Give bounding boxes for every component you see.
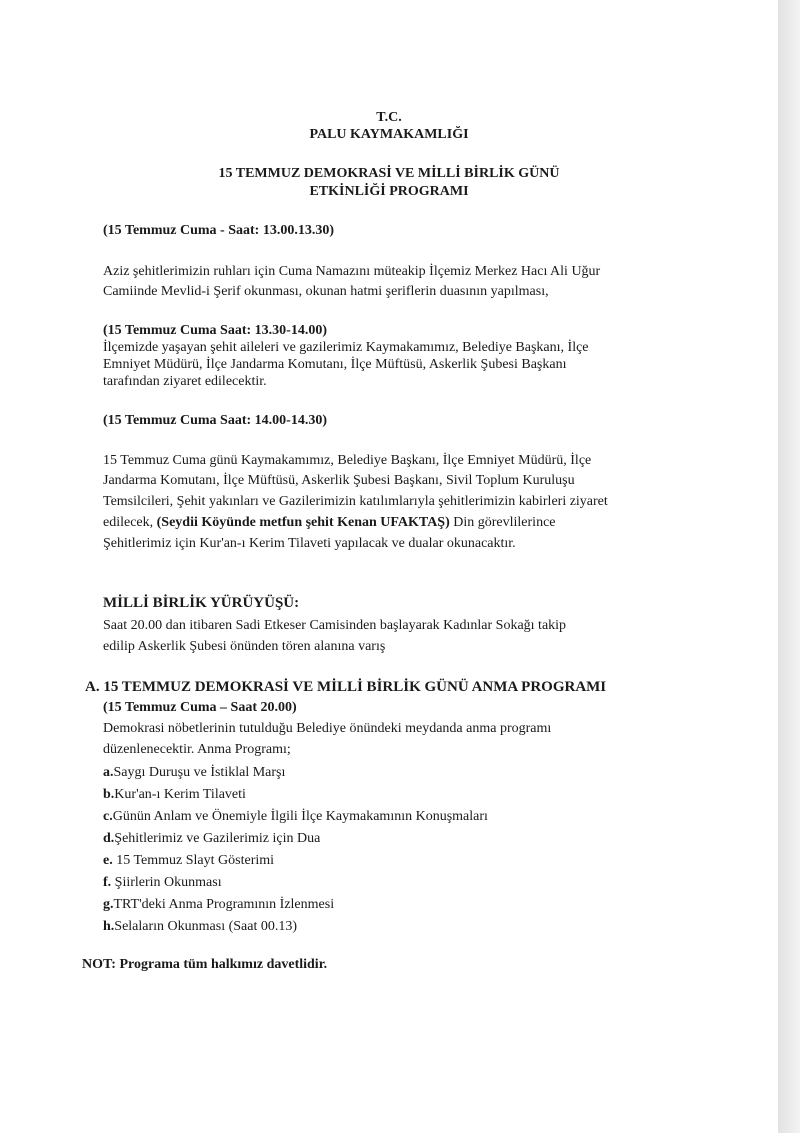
page-edge xyxy=(778,0,800,1133)
list-text: Saygı Duruşu ve İstiklal Marşı xyxy=(113,765,286,780)
section2-line: tarafından ziyaret edilecektir. xyxy=(103,374,267,389)
section3-line: Temsilcileri, Şehit yakınları ve Gazilerimizin katılımlarıyla şehitlerimizin kabirleri ziyaret xyxy=(103,494,608,509)
title-line-2: ETKİNLİĞİ PROGRAMI xyxy=(309,184,469,199)
section-a-line: Demokrasi nöbetlerinin tutulduğu Belediye önündeki meydanda anma programı xyxy=(103,721,552,736)
list-text: Şehitlerimiz ve Gazilerimiz için Dua xyxy=(114,831,321,846)
list-text: Selaların Okunması (Saat 00.13) xyxy=(114,919,298,934)
list-item xyxy=(103,764,285,781)
section-a-line: düzenlenecektir. Anma Programı; xyxy=(103,742,291,757)
list-marker: c. xyxy=(103,809,113,824)
list-marker: f. xyxy=(103,875,112,890)
list-item xyxy=(103,852,274,869)
section2-line: Emniyet Müdürü, İlçe Jandarma Komutanı, İlçe Müftüsü, Askerlik Şubesi Başkanı xyxy=(103,357,567,372)
march-line: Saat 20.00 dan itibaren Sadi Etkeser Camisinden başlayarak Kadınlar Sokağı takip xyxy=(103,618,567,633)
martyr-name: (Seydii Köyünde metfun şehit Kenan UFAKTAŞ) xyxy=(156,515,450,530)
list-item xyxy=(103,918,297,935)
list-item xyxy=(103,786,246,803)
list-item xyxy=(103,896,334,913)
list-marker: h. xyxy=(103,919,115,934)
section3-time: (15 Temmuz Cuma Saat: 14.00-14.30) xyxy=(103,413,327,428)
section3-line4-post: Din görevlilerince xyxy=(449,515,556,530)
list-text: 15 Temmuz Slayt Gösterimi xyxy=(116,853,275,868)
section1-time: (15 Temmuz Cuma - Saat: 13.00.13.30) xyxy=(103,223,334,238)
header-tc: T.C. xyxy=(376,110,402,125)
list-item xyxy=(103,830,320,847)
list-item xyxy=(103,808,488,825)
section-a-time: (15 Temmuz Cuma – Saat 20.00) xyxy=(103,700,297,715)
section2-time: (15 Temmuz Cuma Saat: 13.30-14.00) xyxy=(103,323,327,338)
list-text: TRT'deki Anma Programının İzlenmesi xyxy=(113,897,335,912)
section3-line: Şehitlerimiz için Kur'an-ı Kerim Tilaveti yapılacak ve dualar okunacaktır. xyxy=(103,536,516,551)
march-heading: MİLLİ BİRLİK YÜRÜYÜŞÜ: xyxy=(103,595,300,611)
section2-line: İlçemizde yaşayan şehit aileleri ve gazilerimiz Kaymakamımız, Belediye Başkanı, İlçe xyxy=(103,340,589,355)
list-text: Şiirlerin Okunması xyxy=(114,875,222,890)
list-item xyxy=(103,874,222,891)
list-marker: a. xyxy=(103,765,114,780)
note: NOT: Programa tüm halkımız davetlidir. xyxy=(82,957,328,972)
title-line-1: 15 TEMMUZ DEMOKRASİ VE MİLLİ BİRLİK GÜNÜ xyxy=(218,166,560,181)
header-institution: PALU KAYMAKAMLIĞI xyxy=(309,127,469,142)
list-marker: d. xyxy=(103,831,115,846)
list-text: Kur'an-ı Kerim Tilaveti xyxy=(114,787,246,802)
list-text: Günün Anlam ve Önemiyle İlgili İlçe Kaymakamının Konuşmaları xyxy=(112,809,488,824)
list-marker: b. xyxy=(103,787,115,802)
section3-line4-pre: edilecek, xyxy=(103,515,157,530)
march-line: edilip Askerlik Şubesi önünden tören alanına varış xyxy=(103,639,386,654)
section3-line: Jandarma Komutanı, İlçe Müftüsü, Askerlik Şubesi Başkanı, Sivil Toplum Kuruluşu xyxy=(103,473,575,488)
list-marker: g. xyxy=(103,897,114,912)
section1-line: Aziz şehitlerimizin ruhları için Cuma Namazını müteakip İlçemiz Merkez Hacı Ali Uğur xyxy=(103,264,601,279)
section1-line: Camiinde Mevlid-i Şerif okunması, okunan hatmi şeriflerin duasının yapılması, xyxy=(103,284,549,299)
section3-line xyxy=(103,514,556,531)
section3-line: 15 Temmuz Cuma günü Kaymakamımız, Belediye Başkanı, İlçe Emniyet Müdürü, İlçe xyxy=(103,453,592,468)
list-marker: e. xyxy=(103,853,113,868)
section-a-heading: A. 15 TEMMUZ DEMOKRASİ VE MİLLİ BİRLİK GÜNÜ ANMA PROGRAMI xyxy=(85,679,607,695)
